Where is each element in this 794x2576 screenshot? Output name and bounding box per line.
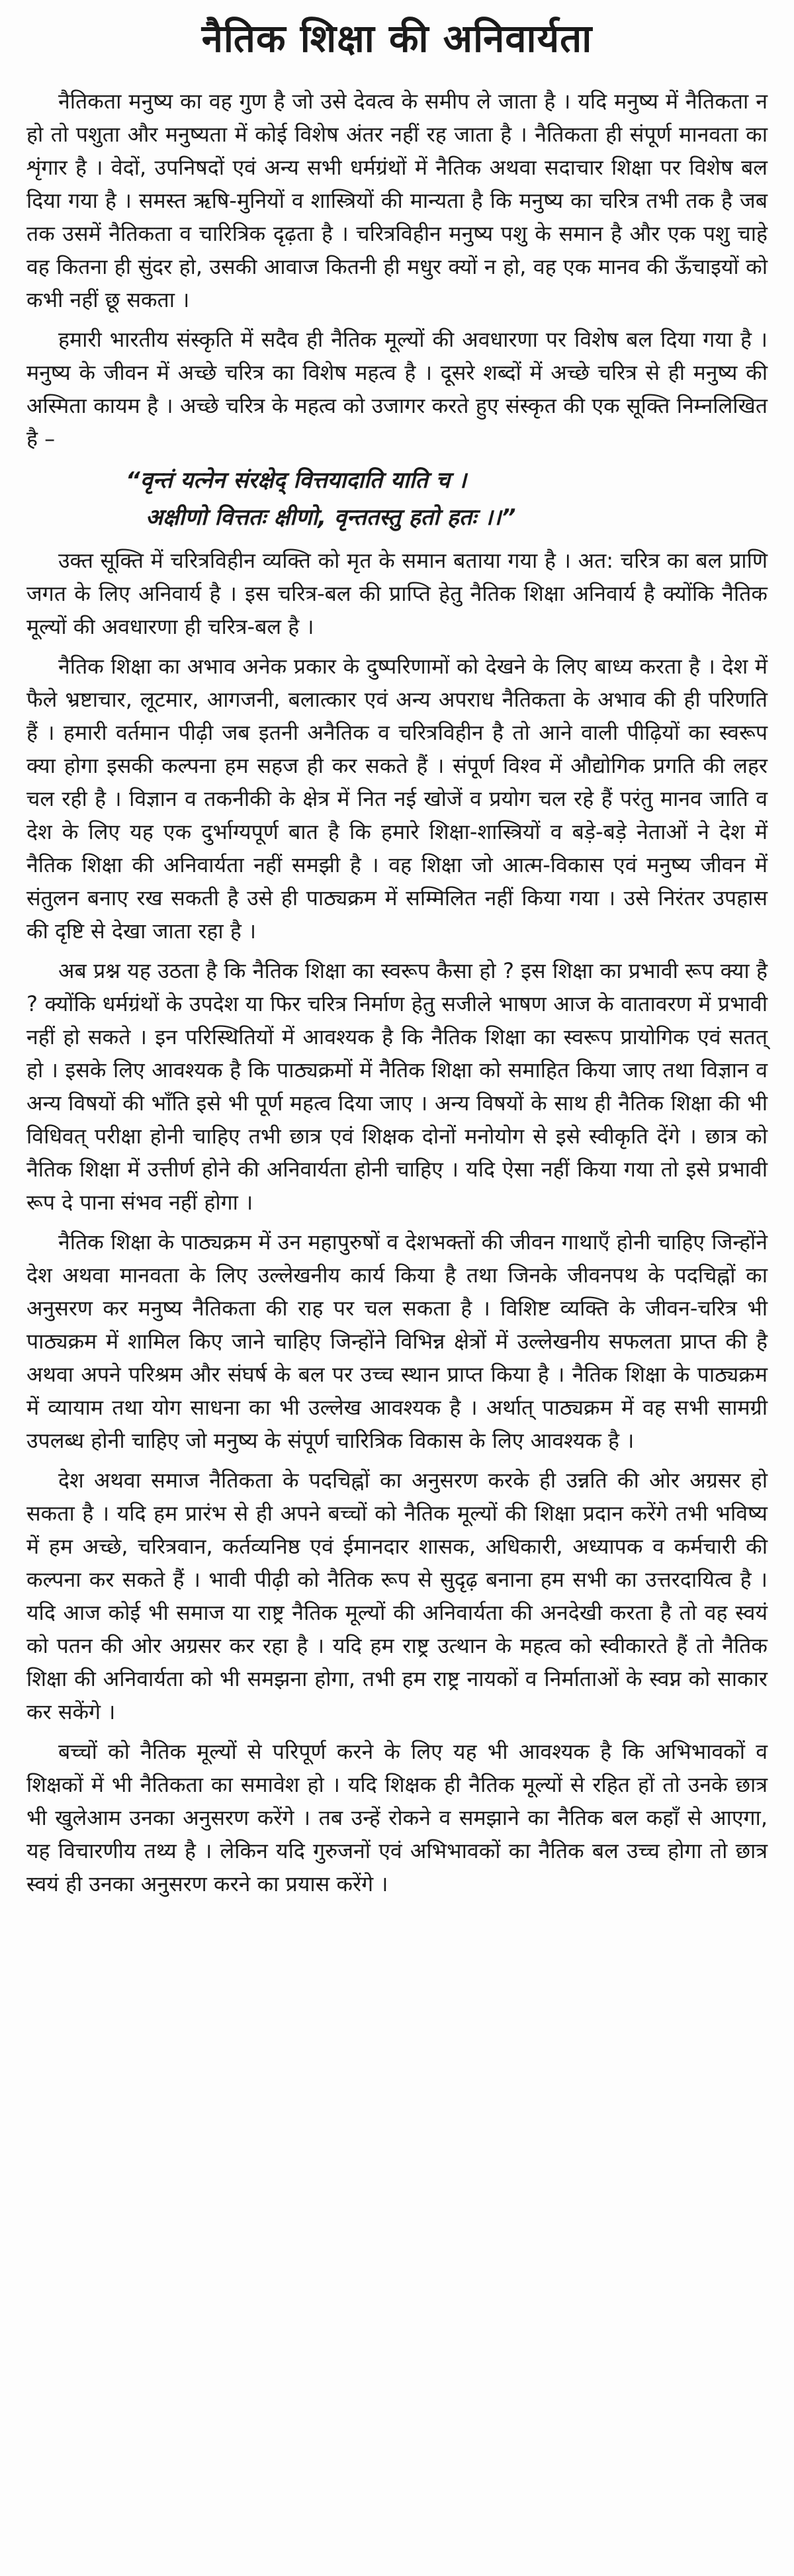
paragraph-8: बच्चों को नैतिक मूल्यों से परिपूर्ण करने के लिए यह भी आवश्यक है कि अभिभावकों व शिक्षकों में भी नैतिकता का समावेश हो । यदि शिक्षक ही नैतिक मूल्यों से रहित हों तो उनके छात्र भी खुलेआम उनका अनुसरण करेंगे । तब उन्हें रोकने व समझाने का नैतिक बल कहाँ से आएगा, यह विचारणीय तथ्य है । लेकिन यदि गुरुजनों एवं अभिभावकों का नैतिक बल उच्च होगा तो छात्र स्वयं ही उनका अनुसरण करने का प्रयास करेंगे ।: [26, 1738, 768, 1896]
paragraph-6: नैतिक शिक्षा के पाठ्यक्रम में उन महापुरुषों व देशभक्तों की जीवन गाथाएँ होनी चाहिए जिन्होंने देश अथवा मानवता के लिए उल्लेखनीय कार्य किया है तथा जिनके जीवनपथ के पदचिह्नों का अनुसरण कर मनुष्य नैतिकता की राह पर चल सकता है । विशिष्ट व्यक्ति के जीवन-चरित्र भी पाठ्यक्रम में शामिल किए जाने चाहिए जिन्होंने विभिन्न क्षेत्रों में उल्लेखनीय सफलता प्राप्त की है अथवा अपने परिश्रम और संघर्ष के बल पर उच्च स्थान प्राप्त किया है । नैतिक शिक्षा के पाठ्यक्रम में व्यायाम तथा योग साधना का भी उल्लेख आवश्यक है । अर्थात् पाठ्यक्रम में वह सभी सामग्री उपलब्ध होनी चाहिए जो मनुष्य के संपूर्ण चारित्रिक विकास के लिए आवश्यक है ।: [26, 1229, 768, 1453]
paragraph-5: अब प्रश्न यह उठता है कि नैतिक शिक्षा का स्वरूप कैसा हो ? इस शिक्षा का प्रभावी रूप क्या है ? क्योंकि धर्मग्रंथों के उपदेश या फिर चरित्र निर्माण हेतु सजीले भाषण आज के वातावरण में प्रभावी नहीं हो सकते । इन परिस्थितियों में आवश्यक है कि नैतिक शिक्षा का स्वरूप प्रायोगिक एवं सतत् हो । इसके लिए आवश्यक है कि पाठ्यक्रमों में नैतिक शिक्षा को समाहित किया जाए तथा विज्ञान व अन्य विषयों की भाँति इसे भी पूर्ण महत्व दिया जाए । अन्य विषयों के साथ ही नैतिक शिक्षा की भी विधिवत् परीक्षा होनी चाहिए तभी छात्र एवं शिक्षक दोनों मनोयोग से इसे स्वीकृति देंगे । छात्र को नैतिक शिक्षा में उत्तीर्ण होने की अनिवार्यता होनी चाहिए । यदि ऐसा नहीं किया गया तो इसे प्रभावी रूप दे पाना संभव नहीं होगा ।: [26, 957, 768, 1215]
paragraph-3: उक्त सूक्ति में चरित्रविहीन व्यक्ति को मृत के समान बताया गया है । अत: चरित्र का बल प्राणि जगत के लिए अनिवार्य है । इस चरित्र-बल की प्राप्ति हेतु नैतिक शिक्षा अनिवार्य है क्योंकि नैतिक मूल्यों की अवधारणा ही चरित्र-बल है ।: [26, 547, 768, 639]
paragraph-1: नैतिकता मनुष्य का वह गुण है जो उसे देवत्व के समीप ले जाता है । यदि मनुष्य में नैतिकता न हो तो पशुता और मनुष्यता में कोई विशेष अंतर नहीं रह जाता है । नैतिकता ही संपूर्ण मानवता का शृंगार है । वेदों, उपनिषदों एवं अन्य सभी धर्मग्रंथों में नैतिक अथवा सदाचार शिक्षा पर विशेष बल दिया गया है । समस्त ऋषि-मुनियों व शास्त्रियों की मान्यता है कि मनुष्य का चरित्र तभी तक है जब तक उसमें नैतिकता व चारित्रिक दृढ़ता है । चरित्रविहीन मनुष्य पशु के समान है और एक पशु चाहे वह कितना ही सुंदर हो, उसकी आवाज कितनी ही मधुर क्यों न हो, वह एक मानव की ऊँचाइयों को कभी नहीं छू सकता ।: [26, 88, 768, 312]
verse-line-1: “वृन्तं यत्नेन संरक्षेद् वित्तयादाति याति च ।: [126, 466, 466, 494]
sanskrit-verse: [26, 462, 768, 536]
paragraph-2: हमारी भारतीय संस्कृति में सदैव ही नैतिक मूल्यों की अवधारणा पर विशेष बल दिया गया है । मनुष्य के जीवन में अच्छे चरित्र का विशेष महत्व है । दूसरे शब्दों में अच्छे चरित्र से ही मनुष्य की अस्मिता कायम है । अच्छे चरित्र के महत्व को उजागर करते हुए संस्कृत की एक सूक्ति निम्नलिखित है –: [26, 326, 768, 451]
page-title: नैतिक शिक्षा की अनिवार्यता: [201, 16, 593, 61]
paragraph-4: नैतिक शिक्षा का अभाव अनेक प्रकार के दुष्परिणामों को देखने के लिए बाध्य करता है । देश में फैले भ्रष्टाचार, लूटमार, आगजनी, बलात्कार एवं अन्य अपराध नैतिकता के अभाव की ही परिणति हैं । हमारी वर्तमान पीढ़ी जब इतनी अनैतिक व चरित्रविहीन है तो आने वाली पीढ़ियों का स्वरूप क्या होगा इसकी कल्पना हम सहज ही कर सकते हैं । संपूर्ण विश्व में औद्योगिक प्रगति की लहर चल रही है । विज्ञान व तकनीकी के क्षेत्र में नित नई खोजें व प्रयोग चल रहे हैं परंतु मानव जाति व देश के लिए यह एक दुर्भाग्यपूर्ण बात है कि हमारे शिक्षा-शास्त्रियों व बड़े-बड़े नेताओं ने देश में नैतिक शिक्षा की अनिवार्यता नहीं समझी है । वह शिक्षा जो आत्म-विकास एवं मनुष्य जीवन में संतुलन बनाए रख सकती है उसे ही पाठ्यक्रम में सम्मिलित नहीं किया गया । उसे निरंतर उपहास की दृष्टि से देखा जाता रहा है ।: [26, 653, 768, 944]
paragraph-7: देश अथवा समाज नैतिकता के पदचिह्नों का अनुसरण करके ही उन्नति की ओर अग्रसर हो सकता है । यदि हम प्रारंभ से ही अपने बच्चों को नैतिक मूल्यों की शिक्षा प्रदान करेंगे तभी भविष्य में हम अच्छे, चरित्रवान, कर्तव्यनिष्ठ एवं ईमानदार शासक, अधिकारी, अध्यापक व कर्मचारी की कल्पना कर सकते हैं । भावी पीढ़ी को नैतिक रूप से सुदृढ़ बनाना हम सभी का उत्तरदायित्व है । यदि आज कोई भी समाज या राष्ट्र नैतिक मूल्यों की अनिवार्यता की अनदेखी करता है तो वह स्वयं को पतन की ओर अग्रसर कर रहा है । यदि हम राष्ट्र उत्थान के महत्व को स्वीकारते हैं तो नैतिक शिक्षा की अनिवार्यता को भी समझना होगा, तभी हम राष्ट्र नायकों व निर्माताओं के स्वप्न को साकार कर सकेंगे ।: [26, 1467, 768, 1724]
verse-line-2: अक्षीणो वित्ततः क्षीणो, वृन्ततस्तु हतो हतः ।।”: [146, 504, 516, 531]
